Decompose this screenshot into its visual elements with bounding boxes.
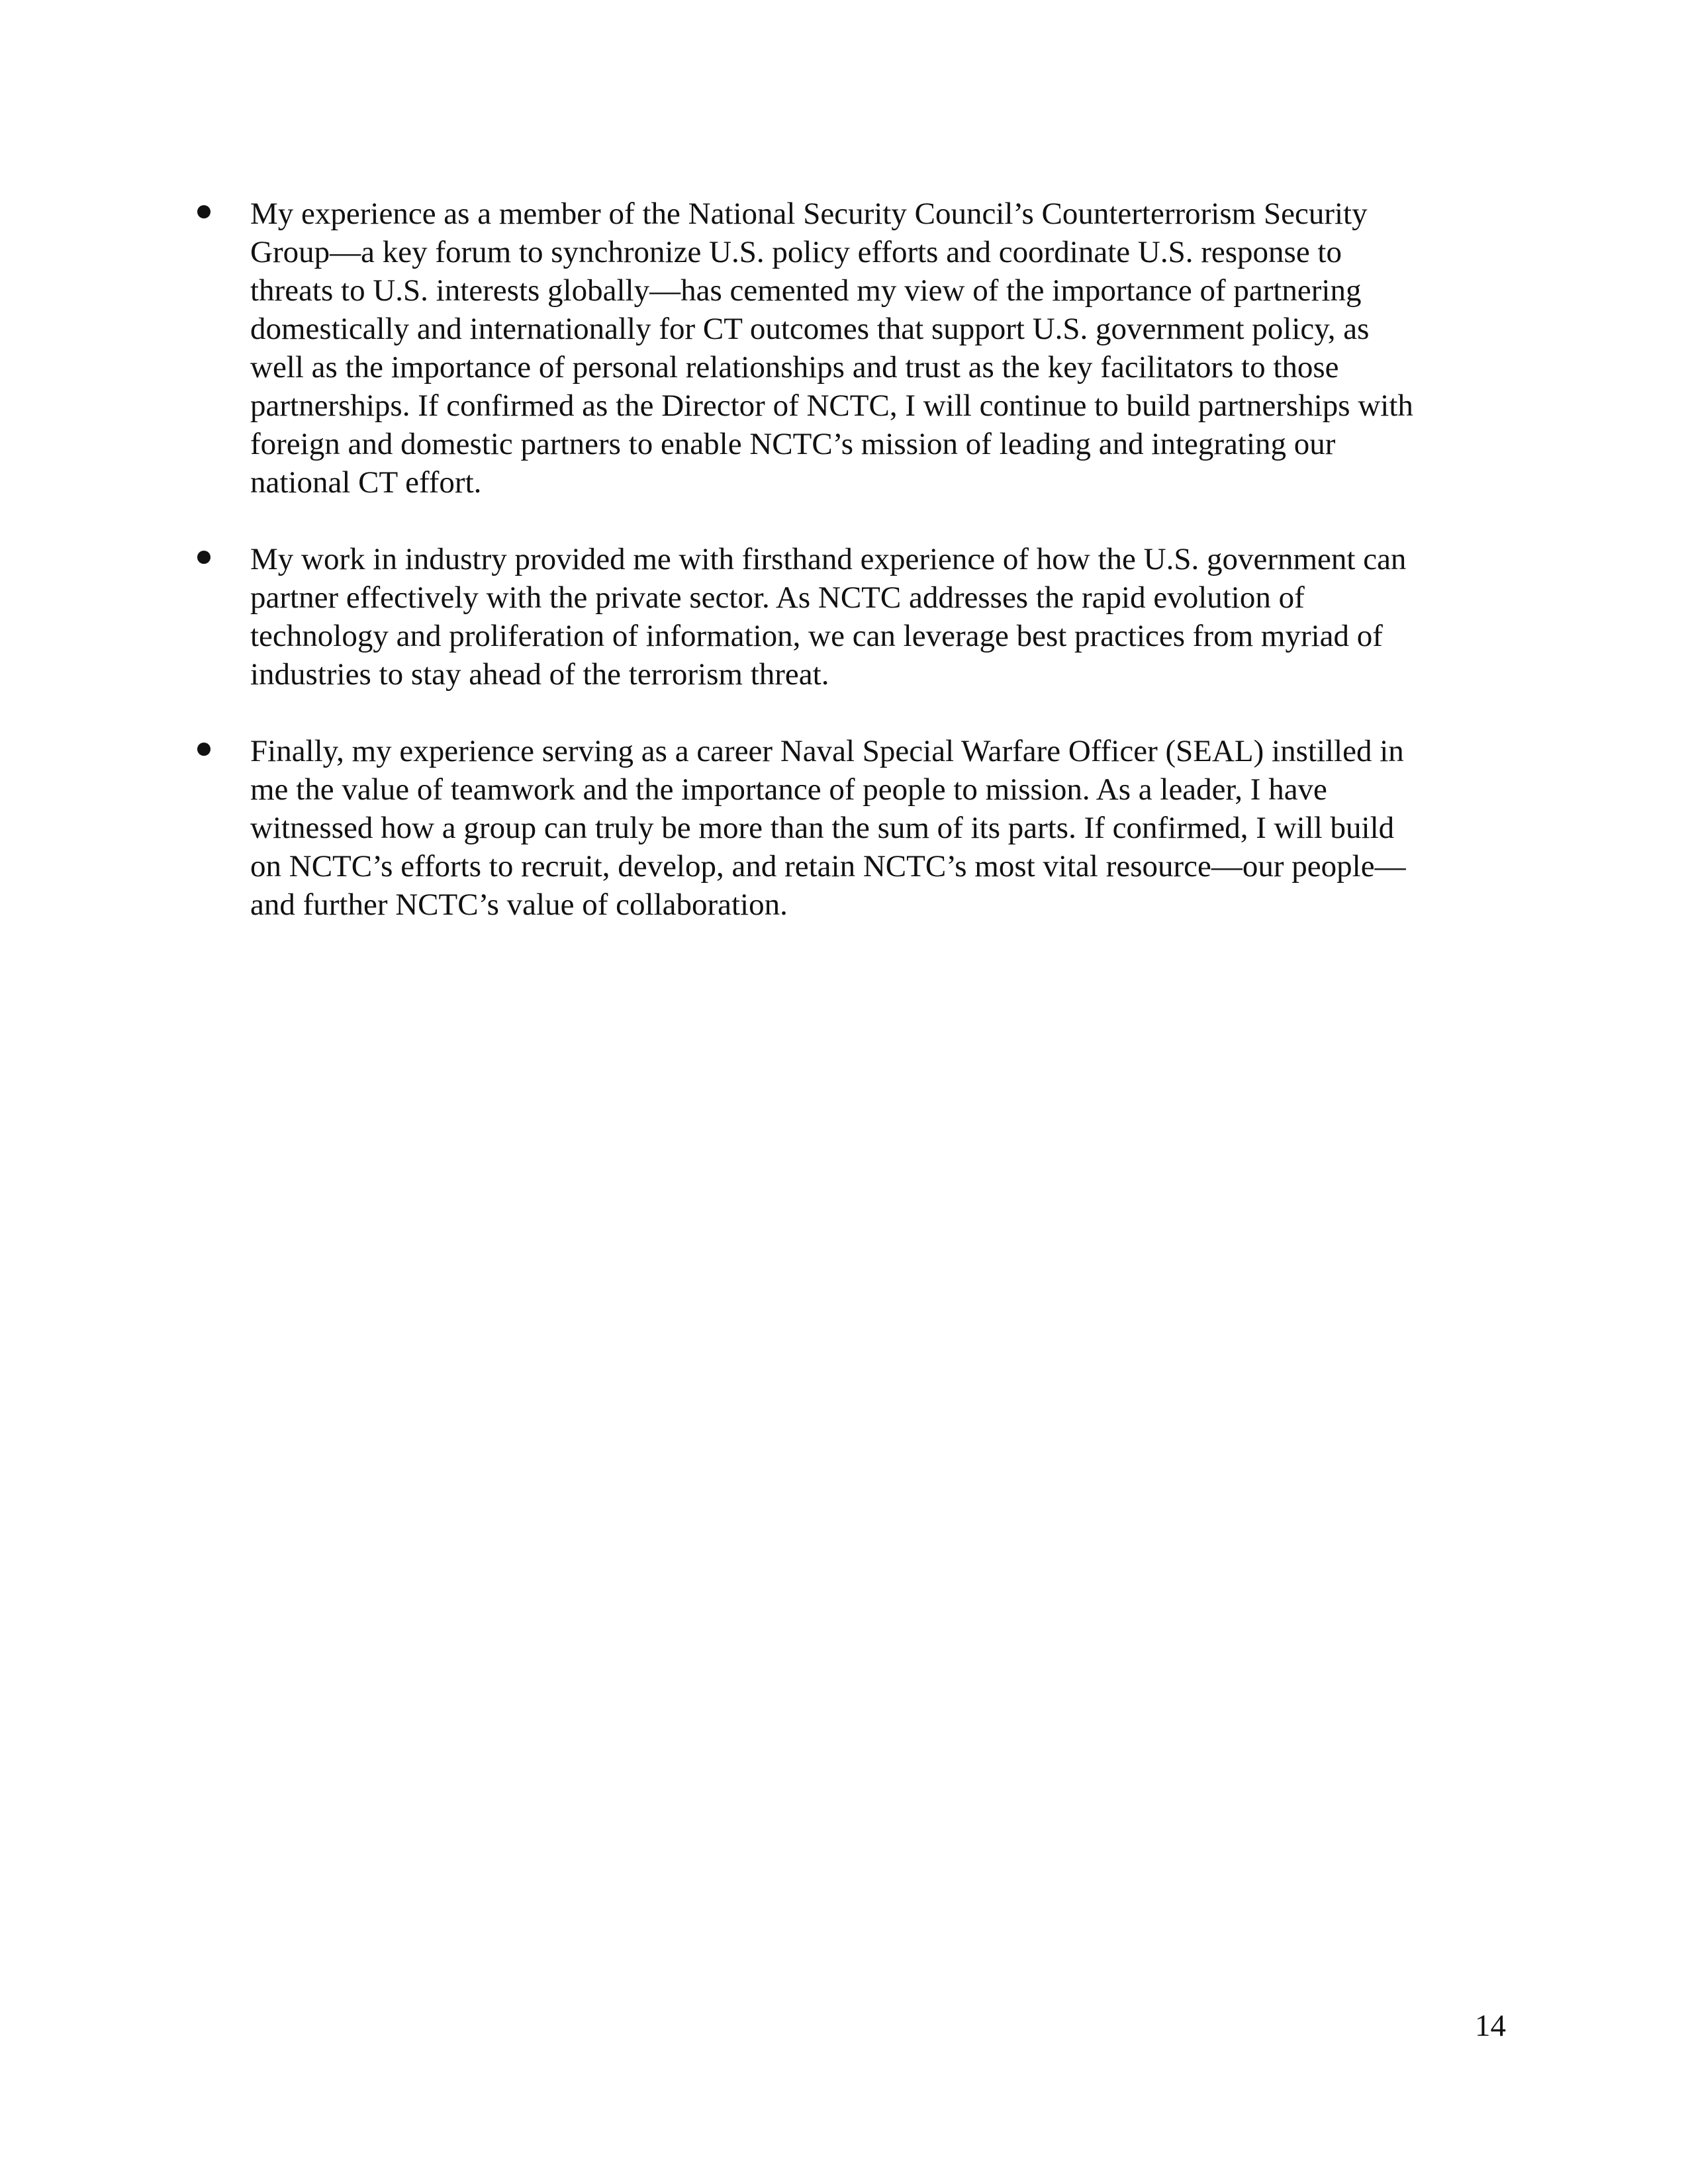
bullet-item-1 <box>197 195 1508 502</box>
bullet-1-line-3: threats to U.S. interests globally—has cemented my view of the importance of partnering <box>250 273 1362 308</box>
bullet-1-line-1: My experience as a member of the National Security Council’s Counterterrorism Security <box>250 197 1368 231</box>
bullet-1-line-6: partnerships. If confirmed as the Director of NCTC, I will continue to build partnerships with <box>250 388 1413 423</box>
bullet-1-line-5: well as the importance of personal relationships and trust as the key facilitators to those <box>250 350 1339 385</box>
bullet-1-line-2: Group—a key forum to synchronize U.S. policy efforts and coordinate U.S. response to <box>250 235 1342 269</box>
bullet-dot-icon <box>197 205 211 218</box>
bullet-3-line-1: Finally, my experience serving as a career Naval Special Warfare Officer (SEAL) instilled in <box>250 734 1404 768</box>
page-number: 14 <box>1475 2009 1506 2043</box>
bullet-item-2 <box>197 540 1508 694</box>
bullet-3-line-4: on NCTC’s efforts to recruit, develop, and retain NCTC’s most vital resource—our people— <box>250 849 1406 884</box>
bullet-2-line-2: partner effectively with the private sector. As NCTC addresses the rapid evolution of <box>250 580 1305 615</box>
bullet-2-line-3: technology and proliferation of information, we can leverage best practices from myriad of <box>250 619 1383 653</box>
bullet-3-line-5: and further NCTC’s value of collaboration. <box>250 887 788 922</box>
bullet-list <box>197 195 1508 962</box>
bullet-2-line-4: industries to stay ahead of the terrorism threat. <box>250 657 829 692</box>
bullet-3-line-3: witnessed how a group can truly be more than the sum of its parts. If confirmed, I will build <box>250 811 1395 845</box>
bullet-dot-icon <box>197 743 211 756</box>
bullet-dot-icon <box>197 551 211 564</box>
bullet-1-line-8: national CT effort. <box>250 465 482 500</box>
bullet-1-line-7: foreign and domestic partners to enable NCTC’s mission of leading and integrating our <box>250 427 1336 461</box>
bullet-2-line-1: My work in industry provided me with firsthand experience of how the U.S. government can <box>250 542 1407 576</box>
bullet-item-3 <box>197 732 1508 924</box>
bullet-1-line-4: domestically and internationally for CT outcomes that support U.S. government policy, as <box>250 312 1370 346</box>
bullet-3-line-2: me the value of teamwork and the importance of people to mission. As a leader, I have <box>250 772 1327 807</box>
